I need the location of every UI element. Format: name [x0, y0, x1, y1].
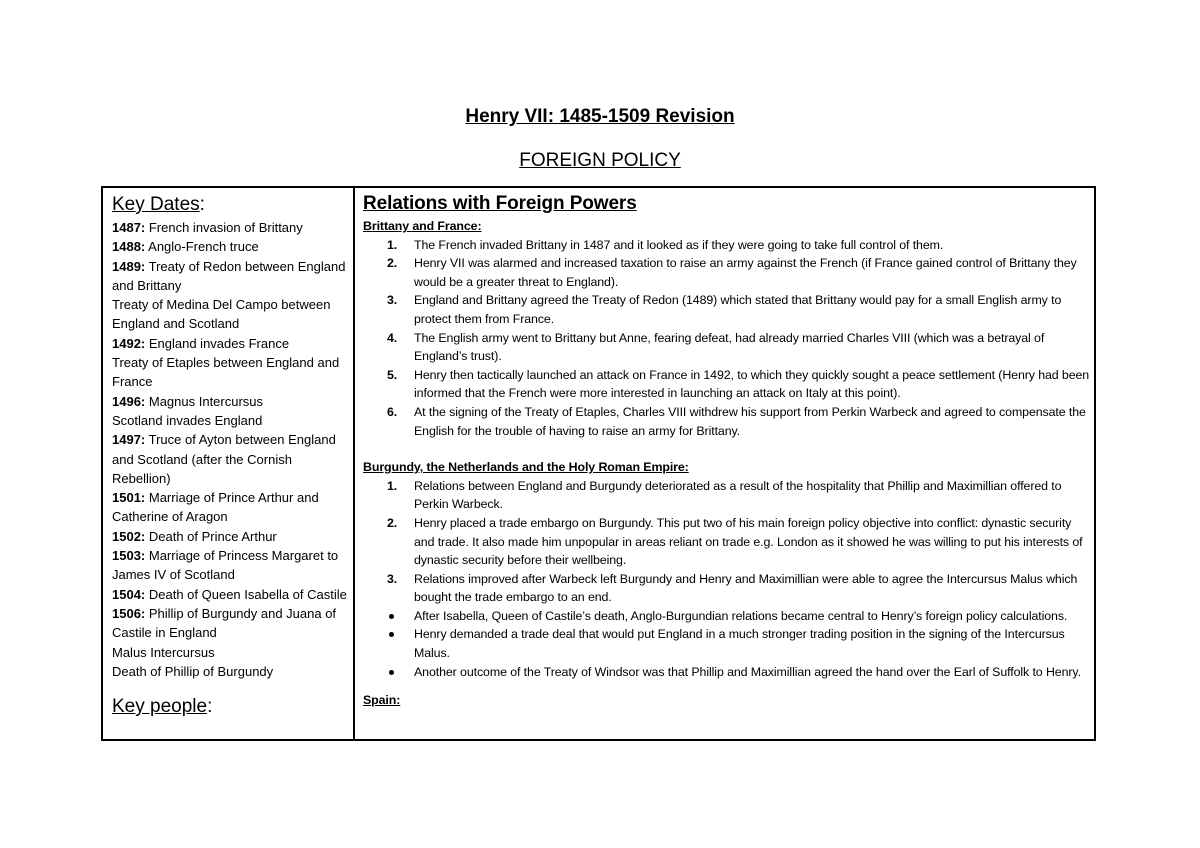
- key-date-entry: [112, 604, 353, 643]
- key-dates-heading: [112, 194, 353, 216]
- revision-table: [101, 186, 1096, 741]
- key-date-text: Anglo-French truce: [145, 239, 259, 255]
- key-date-year: 1492:: [112, 335, 146, 351]
- numbered-list-item: [363, 477, 1094, 514]
- key-date-text: Truce of Ayton between England and Scotland (after the Cornish Rebellion): [112, 432, 336, 486]
- list-number: 2.: [387, 256, 398, 271]
- key-date-entry: [112, 430, 353, 488]
- key-people-heading: [112, 696, 353, 718]
- list-item-text: Relations improved after Warbeck left Burgundy and Henry and Maximillian were able to agree the Intercursus Malus which bought the trade embargo to an end.: [414, 571, 1078, 605]
- key-dates-list: [112, 218, 353, 681]
- key-date-entry: [112, 257, 353, 296]
- key-date-year: 1489:: [112, 258, 146, 274]
- list-item-text: At the signing of the Treaty of Etaples, Charles VIII withdrew his support from Perkin Warbeck and agreed to compensate the English for the trouble of having to raise an army for Brittany.: [414, 404, 1086, 438]
- key-date-text: Treaty of Medina Del Campo between England and Scotland: [112, 297, 331, 332]
- key-date-text: Death of Prince Arthur: [145, 528, 277, 544]
- relations-heading: Relations with Foreign Powers: [363, 193, 637, 214]
- key-date-entry: [112, 585, 353, 604]
- list-number: 2.: [387, 515, 398, 530]
- bullet-list-item: [363, 663, 1094, 682]
- key-date-entry: [112, 334, 353, 353]
- spain-heading: Spain:: [363, 693, 401, 708]
- key-date-text: Magnus Intercursus: [145, 393, 264, 409]
- key-date-year: 1506:: [112, 605, 146, 621]
- list-item-text: England and Brittany agreed the Treaty of Redon (1489) which stated that Brittany would pay for a small English army to protect them from France.: [414, 293, 1062, 326]
- numbered-list-item: [363, 514, 1094, 570]
- spacer: [363, 440, 1094, 458]
- list-number: 1.: [387, 237, 398, 252]
- list-item-text: Another outcome of the Treaty of Windsor was that Phillip and Maximillian agreed the hand over the Earl of Suffolk to Henry.: [414, 664, 1081, 679]
- burgundy-heading: Burgundy, the Netherlands and the Holy Roman Empire:: [363, 460, 689, 475]
- key-date-text: Death of Queen Isabella of Castile: [145, 586, 347, 602]
- list-item-text: Relations between England and Burgundy deteriorated as a result of the hospitality that Phillip and Maximillian offered to Perkin Warbeck.: [414, 478, 1062, 512]
- key-date-entry: [112, 488, 353, 527]
- key-people-heading-text: Key people: [112, 696, 208, 718]
- key-date-text: Scotland invades England: [112, 412, 263, 428]
- numbered-list-item: [363, 291, 1094, 328]
- document-title: Henry VII: 1485-1509 Revision: [465, 106, 735, 127]
- numbered-list-item: [363, 570, 1094, 607]
- key-date-entry: [112, 392, 353, 411]
- brittany-heading: Brittany and France:: [363, 219, 482, 233]
- list-item-text: The English army went to Brittany but Anne, fearing defeat, had already married Charles VIII (which was a betrayal of England’s trust).: [414, 330, 1045, 364]
- key-date-year: 1497:: [112, 432, 146, 448]
- key-date-year: 1501:: [112, 490, 146, 506]
- bullet-list-item: [363, 625, 1094, 662]
- list-item-text: Henry VII was alarmed and increased taxation to raise an army against the French (if France gained control of Brittany they would be a greater threat to England).: [414, 256, 1077, 289]
- key-date-text: Marriage of Prince Arthur and Catherine of Aragon: [112, 490, 319, 525]
- list-item-text: Henry demanded a trade deal that would put England in a much stronger trading position in the signing of the Intercursus Malus.: [414, 627, 1065, 661]
- key-date-entry: [112, 295, 353, 334]
- key-date-entry: [112, 218, 353, 237]
- document-subtitle: FOREIGN POLICY: [519, 150, 681, 171]
- burgundy-list: [363, 477, 1094, 607]
- key-date-text: French invasion of Brittany: [145, 220, 303, 235]
- bullet-icon: [389, 614, 394, 619]
- key-date-text: England invades France: [145, 335, 290, 351]
- key-date-year: 1503:: [112, 548, 146, 564]
- key-date-year: 1488:: [112, 239, 146, 255]
- key-date-entry: [112, 237, 353, 256]
- numbered-list-item: [363, 329, 1094, 366]
- key-date-text: Treaty of Redon between England and Brittany: [112, 258, 346, 293]
- list-item-text: Henry placed a trade embargo on Burgundy. This put two of his main foreign policy objective into conflict: dynastic security and trade. It also made him unpopular in areas reliant on trade e.g. London as it showed he was willing to put his interests of dynastic security before their wellbeing.: [414, 515, 1083, 568]
- bullet-icon: [389, 632, 394, 637]
- list-number: 4.: [387, 330, 398, 345]
- list-item-text: The French invaded Brittany in 1487 and it looked as if they were going to take full control of them.: [414, 237, 944, 252]
- list-number: 1.: [387, 478, 398, 493]
- key-date-year: 1502:: [112, 528, 146, 544]
- burgundy-bullets: [363, 607, 1094, 681]
- list-item-text: After Isabella, Queen of Castile’s death, Anglo-Burgundian relations became central to Henry’s foreign policy calculations.: [414, 608, 1068, 623]
- key-date-year: 1487:: [112, 220, 146, 235]
- key-date-text: Marriage of Princess Margaret to James IV of Scotland: [112, 548, 339, 583]
- key-date-entry: [112, 643, 353, 662]
- numbered-list-item: [363, 403, 1094, 440]
- bullet-list-item: [363, 607, 1094, 626]
- key-dates-heading-text: Key Dates: [112, 194, 200, 215]
- key-date-entry: [112, 353, 353, 392]
- key-date-year: 1496:: [112, 393, 146, 409]
- key-date-text: Malus Intercursus: [112, 644, 215, 660]
- brittany-list: [363, 236, 1094, 441]
- key-dates-colon: :: [199, 194, 205, 215]
- bullet-icon: [389, 670, 394, 675]
- relations-column: [355, 188, 1094, 739]
- key-date-text: Phillip of Burgundy and Juana of Castile in England: [112, 605, 337, 641]
- key-date-entry: [112, 546, 353, 585]
- list-item-text: Henry then tactically launched an attack on France in 1492, to which they quickly sought a peace settlement (Henry had been informed that the French were more interested in launching an attack on Italy at this point).: [414, 367, 1090, 401]
- list-number: 5.: [387, 367, 398, 382]
- list-number: 3.: [387, 293, 398, 308]
- key-date-entry: [112, 662, 353, 681]
- numbered-list-item: [363, 254, 1094, 291]
- list-number: 6.: [387, 404, 398, 419]
- numbered-list-item: [363, 236, 1094, 255]
- key-date-text: Treaty of Etaples between England and France: [112, 355, 340, 390]
- key-dates-column: [103, 188, 355, 739]
- key-date-entry: [112, 411, 353, 430]
- key-date-text: Death of Phillip of Burgundy: [112, 663, 274, 679]
- numbered-list-item: [363, 366, 1094, 403]
- list-number: 3.: [387, 571, 398, 586]
- key-date-year: 1504:: [112, 586, 146, 602]
- key-date-entry: [112, 527, 353, 546]
- key-people-colon: :: [207, 696, 213, 718]
